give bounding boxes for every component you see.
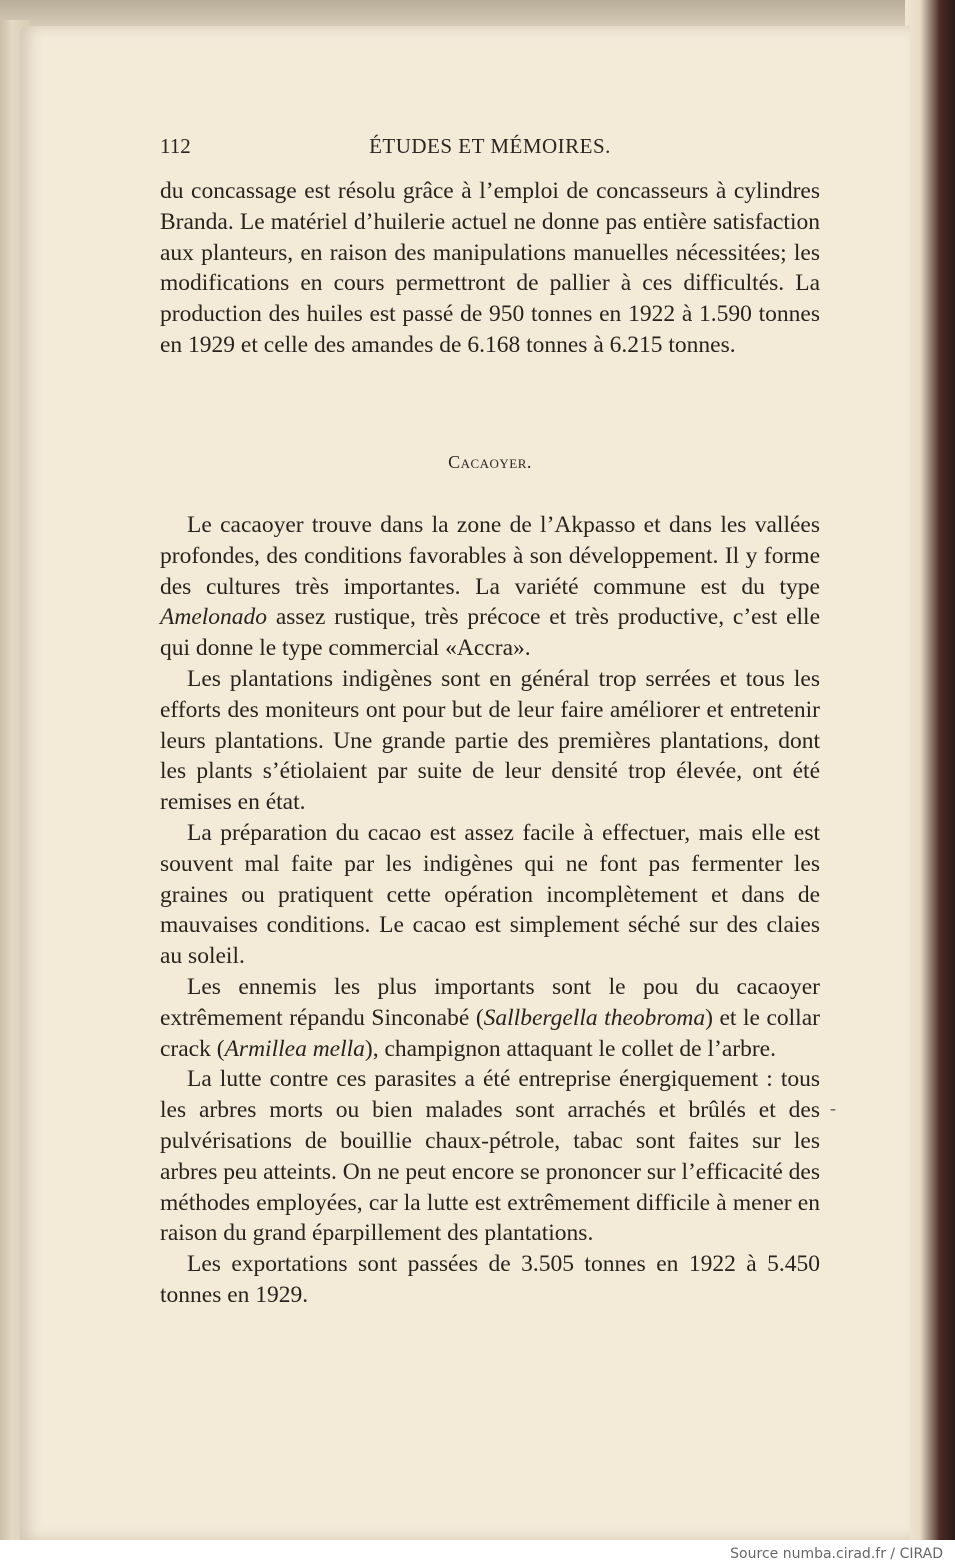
- paragraph-4: Les ennemis les plus importants sont le pou du cacaoyer extrêmement répandu Sinconabé (Sallbergella theobroma) et le collar crack (Armillea mella), champignon attaquant le collet de l’arbre.: [160, 973, 820, 1062]
- paragraph-1: Le cacaoyer trouve dans la zone de l’Akpasso et dans les vallées profondes, des conditions favorables à son développement. Il y forme des cultures très importantes. La variété commune est du type Amelonado assez rustique, très précoce et très productive, c’est elle qui donne le type commercial «Accra».: [160, 512, 820, 662]
- source-credit: Source numba.cirad.fr / CIRAD: [730, 1546, 943, 1562]
- paragraph-2: Les plantations indigènes sont en général trop serrées et tous les efforts des moniteurs ont pour but de leur faire améliorer et entretenir leurs plantations. Une grande partie des premières plantations, dont les plants s’étiolaient par suite de leur densité trop élevée, ont été remises en état.: [160, 665, 820, 816]
- continued-paragraph: du concassage est résolu grâce à l’emploi de concasseurs à cylindres Branda. Le matériel d’huilerie actuel ne donne pas entière satisfaction aux planteurs, en raison des manipulations manuelles nécessitées; les modifications en cours permettront de pallier à ces difficultés. La production des huiles est passé de 950 tonnes en 1922 à 1.590 tonnes en 1929 et celle des amandes de 6.168 tonnes à 6.215 tonnes.: [160, 178, 820, 358]
- margin-mark: -: [830, 1098, 836, 1118]
- section-body: [160, 510, 820, 1311]
- paragraph-6: Les exportations sont passées de 3.505 tonnes en 1922 à 5.450 tonnes en 1929.: [160, 1251, 820, 1308]
- continued-paragraph-block: [160, 176, 820, 361]
- italic-term: Sallbergella theobroma: [483, 1004, 706, 1031]
- section-title: Cacaoyer.: [448, 452, 532, 472]
- paragraph-5: La lutte contre ces parasites a été entreprise énergiquement : tous les arbres morts ou bien malades sont arrachés et brûlés et des pulvérisations de bouillie chaux-pétrole, tabac sont faites sur les arbres peu atteints. On ne peut encore se prononcer sur l’efficacité des méthodes employées, car la lutte est extrêmement difficile à mener en raison du grand éparpillement des plantations.: [160, 1066, 820, 1247]
- book-binding-edge: [905, 0, 955, 1540]
- page-number: 112: [160, 134, 191, 158]
- italic-term: Armillea mella: [224, 1035, 365, 1062]
- paragraph-3: La préparation du cacao est assez facile à effectuer, mais elle est souvent mal faite par les indigènes qui ne font pas fermenter les graines ou pratiquent cette opération incomplètement et dans de mauvaises conditions. Le cacao est simplement séché sur des claies au soleil.: [160, 819, 820, 970]
- running-title: ÉTUDES ET MÉMOIRES.: [369, 134, 611, 158]
- italic-term: Amelonado: [160, 604, 268, 631]
